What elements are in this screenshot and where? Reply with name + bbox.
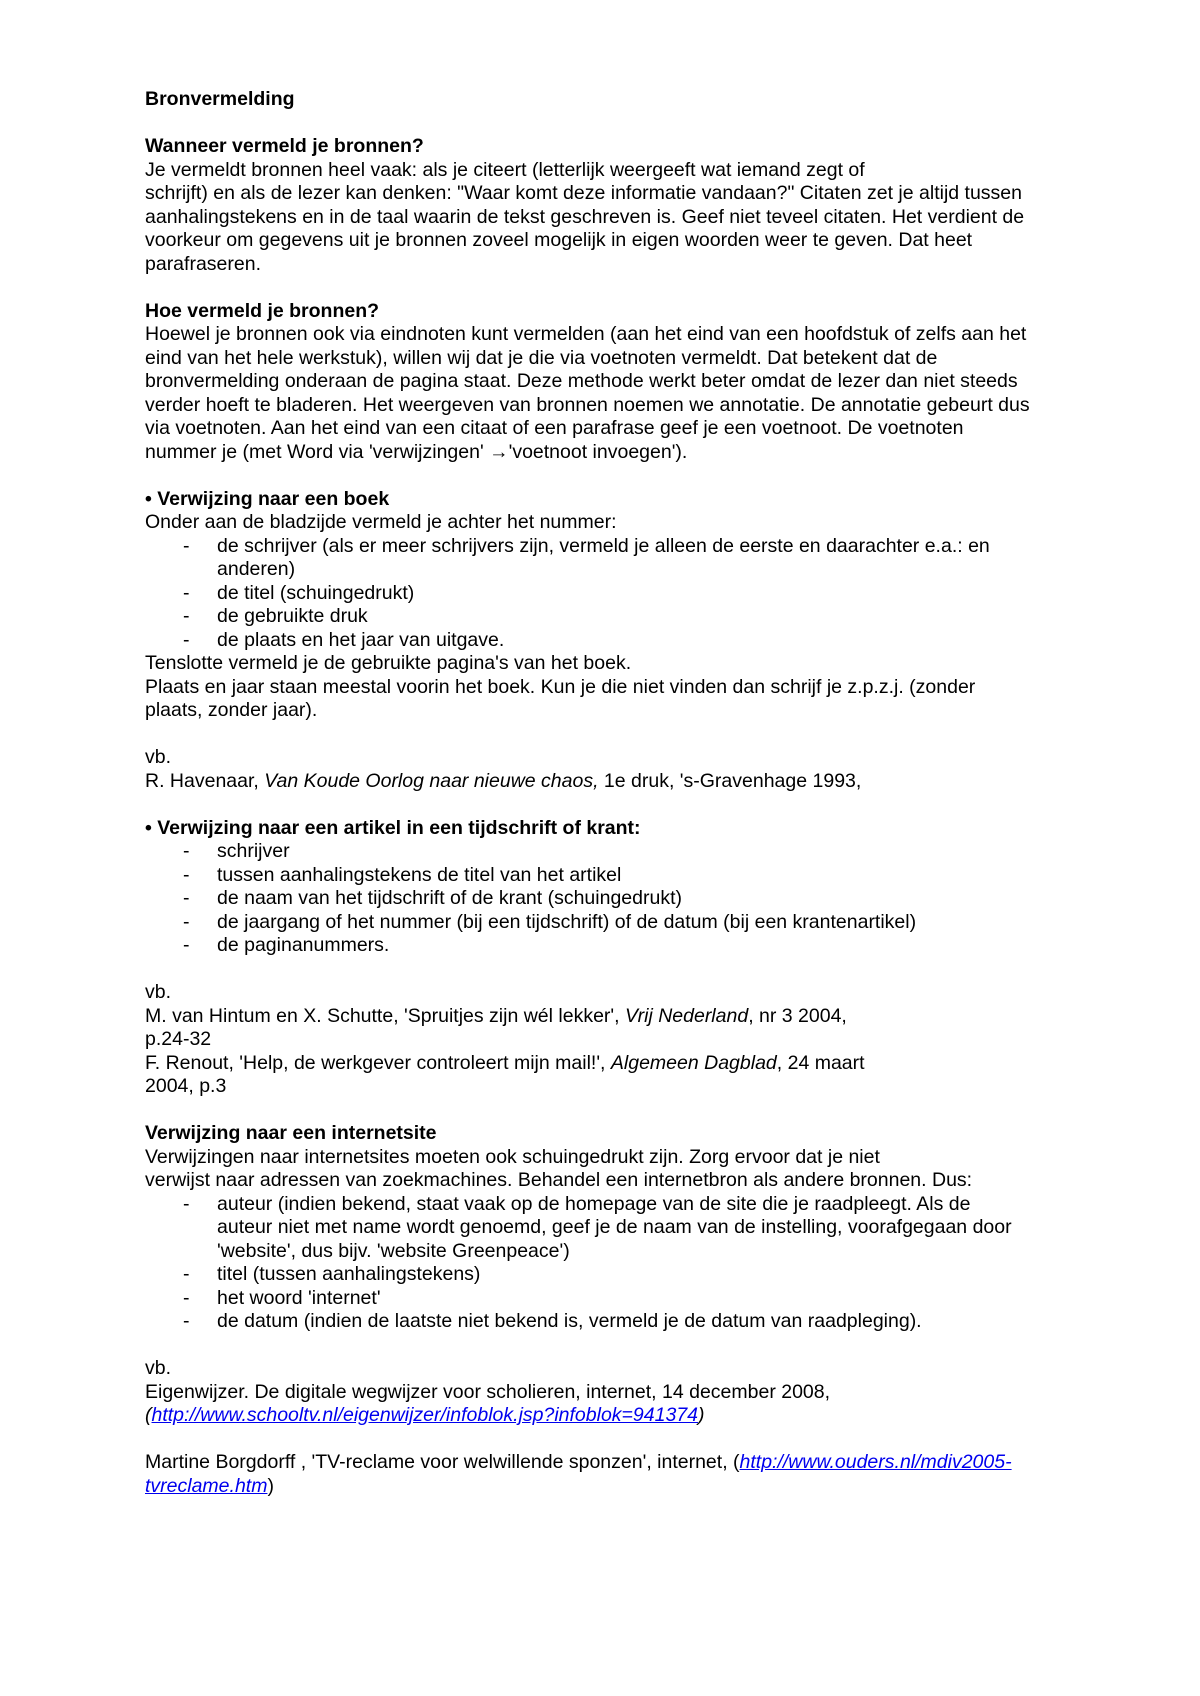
citation-text: Martine Borgdorff , 'TV-reclame voor welwillende sponzen', internet, ( [145, 1451, 740, 1473]
list-item-text: de jaargang of het nummer (bij een tijdschrift) of de datum (bij een krantenartikel) [217, 910, 917, 933]
paragraph-line: Onder aan de bladzijde vermeld je achter het nummer: [145, 511, 617, 533]
citation-text: M. van Hintum en X. Schutte, 'Spruitjes zijn wél lekker', [145, 1004, 625, 1027]
list-item-text: de plaats en het jaar van uitgave. [217, 628, 505, 651]
document-page [145, 88, 1075, 1498]
list-item-text: de datum (indien de laatste niet bekend is, vermeld je de datum van raadpleging). [217, 1310, 922, 1332]
section-heading-hoe: Hoe vermeld je bronnen? [145, 299, 380, 322]
list-dash: - [183, 887, 190, 909]
section-heading-internetsite: Verwijzing naar een internetsite [145, 1122, 437, 1144]
citation-text: ) [698, 1404, 705, 1426]
list-dash: - [183, 628, 190, 651]
list-item [145, 864, 1075, 888]
citation-title: Vrij Nederland [624, 1004, 749, 1027]
paragraph-line: bronvermelding onderaan de pagina staat. Deze methode werkt beter omdat de lezer dan niet steeds [145, 370, 1018, 392]
example-citation-web-2 [145, 1451, 1075, 1475]
list-item [145, 535, 1075, 582]
list-item [145, 629, 1075, 653]
list-dash: - [183, 1192, 190, 1215]
example-label: vb. [145, 746, 172, 768]
list-item-text: schrijver [217, 840, 290, 862]
list-item [145, 934, 1075, 958]
list-item [145, 887, 1075, 911]
list-item-text: titel (tussen aanhalingstekens) [217, 1263, 481, 1285]
list-item-text: het woord 'internet' [217, 1286, 381, 1309]
paragraph-line: aanhalingstekens en in de taal waarin de tekst geschreven is. Geef niet teveel citaten. Het verdient de [145, 205, 1025, 228]
paragraph-line: parafraseren. [145, 252, 261, 275]
list-item [145, 840, 1075, 864]
list-item [145, 1287, 1075, 1311]
list-dash: - [183, 1310, 190, 1332]
example-citation-article-2 [145, 1052, 1075, 1076]
list-dash: - [183, 534, 190, 557]
list-item-text: auteur (indien bekend, staat vaak op de homepage van de site die je raadpleegt. Als de [217, 1192, 971, 1215]
paragraph-line: nummer je (met Word via 'verwijzingen' →'voetnoot invoegen'). [145, 440, 688, 463]
citation-link-line [145, 1404, 1075, 1428]
citation-text: ( [145, 1404, 152, 1426]
list-item [145, 1193, 1075, 1264]
example-label: vb. [145, 1357, 172, 1379]
paragraph-line: Verwijzingen naar internetsites moeten ook schuingedrukt zijn. Zorg ervoor dat je niet [145, 1145, 880, 1168]
list-item-text: 'website', dus bijv. 'website Greenpeace') [217, 1239, 570, 1262]
citation-text: R. Havenaar, [145, 769, 265, 792]
citation-text: p.24-32 [145, 1028, 212, 1050]
citation-text: ) [267, 1474, 274, 1497]
paragraph-line: via voetnoten. Aan het eind van een citaat of een parafrase geef je een voetnoot. De voetnoten [145, 417, 964, 439]
document-title: Bronvermelding [145, 88, 295, 110]
list-dash: - [183, 1263, 190, 1285]
list-dash: - [183, 840, 190, 862]
list-item-text: anderen) [217, 558, 296, 580]
citation-text: 1e druk, 's-Gravenhage 1993, [598, 769, 862, 792]
paragraph-line: Hoewel je bronnen ook via eindnoten kunt vermelden (aan het eind van een hoofdstuk of zelfs aan het [145, 323, 1027, 345]
list-dash: - [183, 581, 190, 604]
list-item-text: de titel (schuingedrukt) [217, 581, 415, 604]
list-dash: - [183, 910, 190, 933]
list-dash: - [183, 863, 190, 886]
paragraph-line: verwijst naar adressen van zoekmachines. Behandel een internetbron als andere bronnen. Dus: [145, 1169, 973, 1191]
paragraph-line: Je vermeldt bronnen heel vaak: als je citeert (letterlijk weergeeft wat iemand zegt of [145, 158, 865, 181]
paragraph-line: voorkeur om gegevens uit je bronnen zoveel mogelijk in eigen woorden weer te geven. Dat heet [145, 229, 973, 251]
paragraph-line: verder hoeft te bladeren. Het weergeven van bronnen noemen we annotatie. De annotatie gebeurt dus [145, 393, 1030, 416]
paragraph-line: eind van het hele werkstuk), willen wij dat je die via voetnoten vermeldt. Dat betekent dat de [145, 346, 938, 369]
list-item [145, 1263, 1075, 1287]
list-item-text: de paginanummers. [217, 934, 390, 956]
citation-text: F. Renout, 'Help, de werkgever controleert mijn mail!', [145, 1051, 611, 1074]
list-item-text: de naam van het tijdschrift of de krant (schuingedrukt) [217, 887, 682, 909]
list-dash: - [183, 1286, 190, 1309]
list-item-text: tussen aanhalingstekens de titel van het artikel [217, 863, 622, 886]
example-citation-web-1: Eigenwijzer. De digitale wegwijzer voor scholieren, internet, 14 december 2008, [145, 1380, 831, 1403]
list-item [145, 1310, 1075, 1334]
section-heading-artikel: • Verwijzing naar een artikel in een tijdschrift of krant: [145, 816, 641, 839]
ouders-link[interactable]: http://www.ouders.nl/mdiv2005- [739, 1451, 1012, 1473]
paragraph-line: Plaats en jaar staan meestal voorin het boek. Kun je die niet vinden dan schrijf je z.p.z.j. (zonder [145, 675, 976, 698]
list-item [145, 605, 1075, 629]
list-item-text: auteur niet met name wordt genoemd, geef je de naam van de instelling, voorafgegaan door [217, 1216, 1012, 1238]
list-item [145, 582, 1075, 606]
list-dash: - [183, 605, 190, 627]
citation-text: 2004, p.3 [145, 1075, 227, 1097]
list-item-text: de gebruikte druk [217, 605, 368, 627]
citation-link-line [145, 1475, 1075, 1499]
example-citation-article-1 [145, 1005, 1075, 1029]
example-citation-book [145, 770, 1075, 794]
ouders-link-continued[interactable]: tvreclame.htm [145, 1474, 268, 1497]
citation-title: Van Koude Oorlog naar nieuwe chaos, [264, 769, 599, 792]
paragraph-line: schrijft) en als de lezer kan denken: "Waar komt deze informatie vandaan?" Citaten zet je altijd tussen [145, 182, 1022, 204]
list-item-text: de schrijver (als er meer schrijvers zijn, vermeld je alleen de eerste en daarachter e.a.: en [217, 534, 990, 557]
list-item [145, 911, 1075, 935]
citation-title: Algemeen Dagblad [610, 1051, 777, 1074]
paragraph-line: Tenslotte vermeld je de gebruikte pagina's van het boek. [145, 652, 632, 674]
citation-text: , 24 maart [776, 1051, 865, 1074]
example-label: vb. [145, 981, 172, 1003]
section-heading-boek: • Verwijzing naar een boek [145, 487, 390, 510]
list-dash: - [183, 934, 190, 956]
paragraph-line: plaats, zonder jaar). [145, 699, 318, 721]
schooltv-link[interactable]: http://www.schooltv.nl/eigenwijzer/infoblok.jsp?infoblok=941374 [151, 1404, 699, 1426]
section-heading-wanneer: Wanneer vermeld je bronnen? [145, 135, 424, 157]
citation-text: , nr 3 2004, [748, 1004, 847, 1027]
